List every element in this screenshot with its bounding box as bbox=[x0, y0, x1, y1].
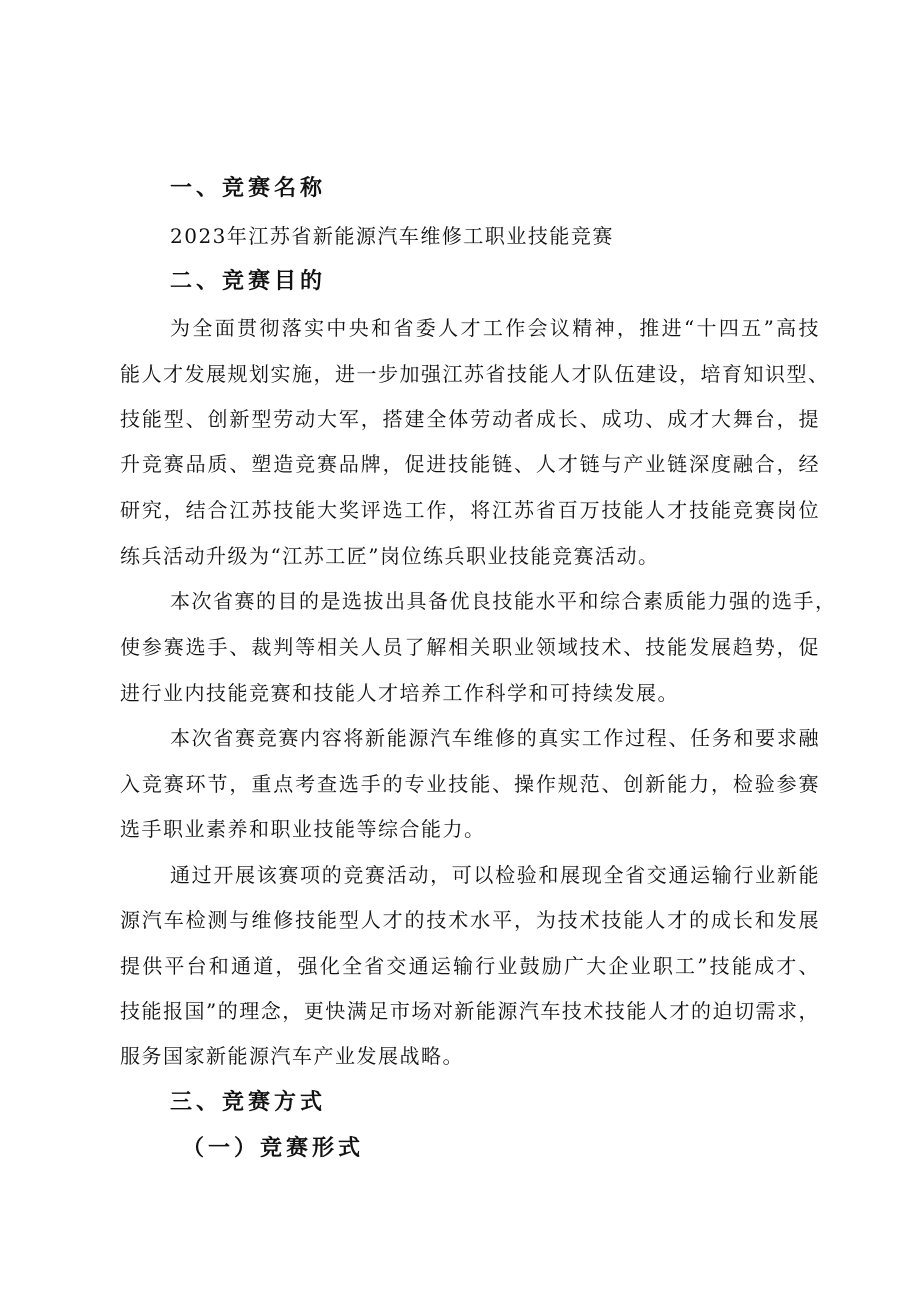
paragraph-line: 研究，结合江苏技能大奖评选工作，将江苏省百万技能人才技能竞赛岗位 bbox=[120, 498, 820, 522]
paragraph-line: 本次省赛的目的是选拔出具备优良技能水平和综合素质能力强的选手， bbox=[170, 589, 837, 613]
competition-name-text: 2023年江苏省新能源汽车维修工职业技能竞赛 bbox=[170, 224, 614, 248]
paragraph-line: 进行业内技能竞赛和技能人才培养工作科学和可持续发展。 bbox=[120, 681, 679, 705]
paragraph-line: 源汽车检测与维修技能型人才的技术水平，为技术技能人才的成长和发展 bbox=[120, 908, 820, 932]
section-heading-competition-method: 三、竞赛方式 bbox=[170, 1090, 327, 1115]
paragraph-line: 选手职业素养和职业技能等综合能力。 bbox=[120, 817, 486, 841]
paragraph-line: 为全面贯彻落实中央和省委人才工作会议精神，推进“十四五”高技 bbox=[170, 316, 820, 340]
paragraph-line: 技能型、创新型劳动大军，搭建全体劳动者成长、成功、成才大舞台，提 bbox=[120, 407, 820, 431]
paragraph-line: 入竞赛环节，重点考查选手的专业技能、操作规范、创新能力，检验参赛 bbox=[120, 772, 820, 796]
paragraph-line: 练兵活动升级为“江苏工匠”岗位练兵职业技能竞赛活动。 bbox=[120, 544, 660, 568]
paragraph-line: 能人才发展规划实施，进一步加强江苏省技能人才队伍建设，培育知识型、 bbox=[120, 362, 830, 386]
paragraph-line: 使参赛选手、裁判等相关人员了解相关职业领域技术、技能发展趋势，促 bbox=[120, 635, 820, 659]
paragraph-line: 通过开展该赛项的竞赛活动，可以检验和展现全省交通运输行业新能 bbox=[170, 863, 820, 887]
sub-heading-competition-format: （一）竞赛形式 bbox=[182, 1136, 365, 1161]
paragraph-line: 提供平台和通道，强化全省交通运输行业鼓励广大企业职工”技能成才、 bbox=[120, 954, 820, 978]
paragraph-line: 升竞赛品质、塑造竞赛品牌，促进技能链、人才链与产业链深度融合，经 bbox=[120, 452, 820, 476]
section-heading-competition-name: 一、竞赛名称 bbox=[170, 176, 327, 201]
paragraph-line: 技能报国”的理念，更快满足市场对新能源汽车技术技能人才的迫切需求， bbox=[120, 999, 820, 1023]
paragraph-line: 本次省赛竞赛内容将新能源汽车维修的真实工作过程、任务和要求融 bbox=[170, 726, 820, 750]
section-heading-competition-purpose: 二、竞赛目的 bbox=[170, 269, 327, 294]
paragraph-line: 服务国家新能源汽车产业发展战略。 bbox=[120, 1044, 464, 1068]
